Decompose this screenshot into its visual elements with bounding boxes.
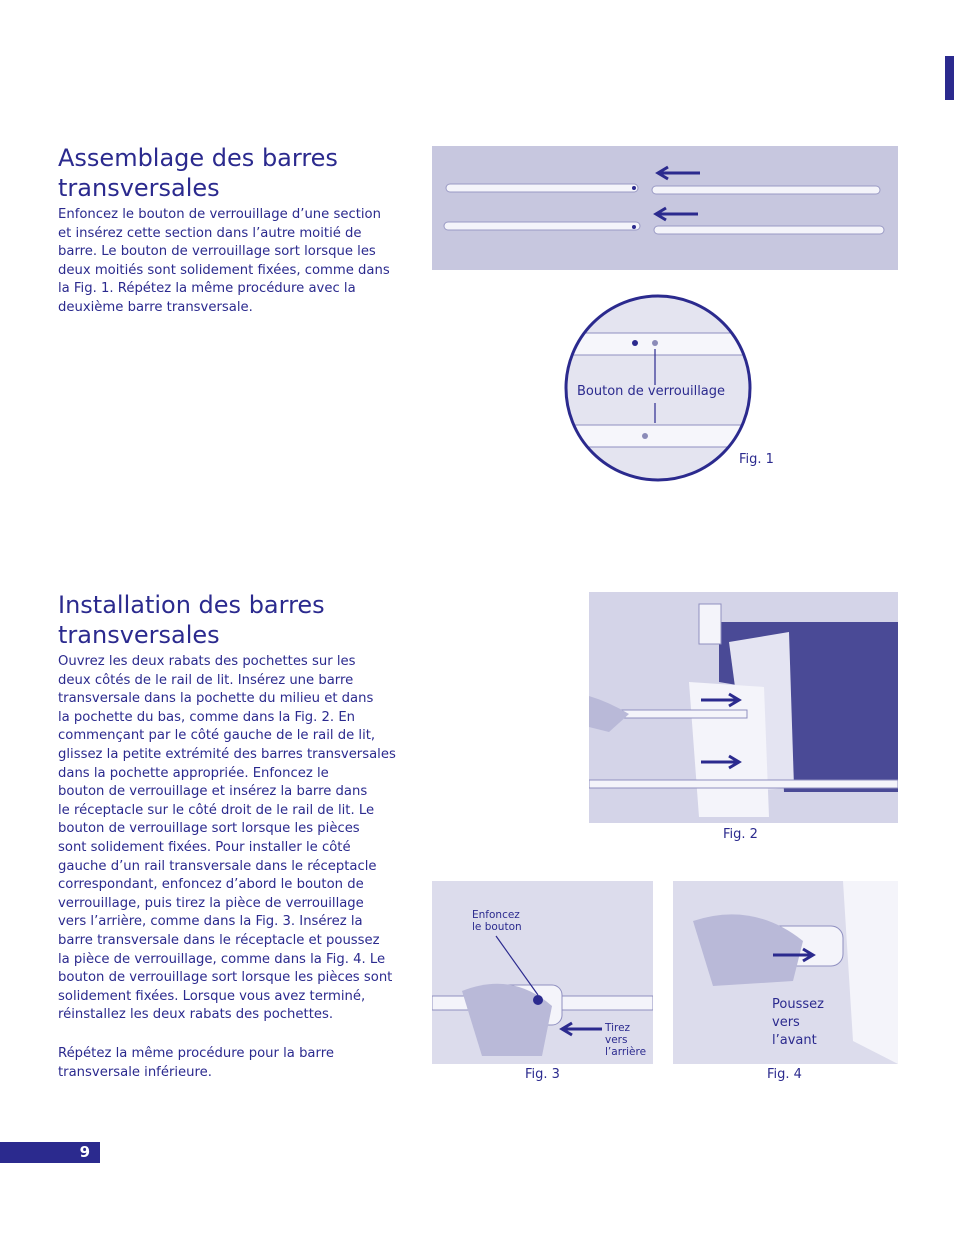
heading-line: transversales <box>58 621 220 649</box>
fig3-photo <box>432 881 653 1064</box>
section-heading-installation <box>58 590 325 650</box>
section-heading-assemblage <box>58 143 338 203</box>
installation-instructions: Ouvrez les deux rabats des pochettes sur les deux côtés de le rail de lit. Insérez une barre transversale dans la pochette du milieu et dans la pochette du bas, comme dans la Fig. 2. En commençant par le côté gauche de le rail de lit, glissez la petite extrémité des barres transversales dans la pochette appropriée. Enfoncez le bouton de verrouillage et insérez la barre dans le réceptacle sur le côté droit de le rail de lit. Le bouton de verrouillage sort lorsque les pièces sont solidement fixées. Pour installer le côté gauche d’un rail transversale dans le réceptacle correspondant, enfoncez d’abord le bouton de verrouillage, puis tirez la pièce de verrouillage vers l’arrière, comme dans la Fig. 3. Insérez la barre transversale dans le réceptacle et poussez la pièce de verrouillage, comme dans la Fig. 4. Le bouton de verrouillage sort lorsque les pièces sont solidement fixées. Lorsque vous avez terminé, réinstallez les deux rabats des pochettes. <box>58 654 396 1023</box>
fig3-pull-back-label: Tirez vers l’arrière <box>605 1022 647 1058</box>
section-tab-marker <box>945 56 954 100</box>
assemblage-instructions: Enfoncez le bouton de verrouillage d’une section et insérez cette section dans l’autre moitié de barre. Le bouton de verrouillage sort lorsque les deux moitiés sont solidement fixées, comme dans la Fig. 1. Répétez la même procédure avec la deuxième barre transversale. <box>58 207 390 315</box>
heading-line: Assemblage des barres <box>58 144 338 172</box>
fig2-photo <box>589 592 898 823</box>
fig1-caption: Fig. 1 <box>739 452 774 467</box>
crossbar-halves-photo <box>432 146 898 270</box>
page-number: 9 <box>79 1143 90 1161</box>
heading-line: Installation des barres <box>58 591 325 619</box>
fig3-caption: Fig. 3 <box>525 1067 560 1082</box>
fig4-push-forward-label: Poussez vers l’avant <box>772 997 824 1048</box>
fig2-caption: Fig. 2 <box>723 827 758 842</box>
heading-line: transversales <box>58 174 220 202</box>
fig3-push-button-label: Enfoncez le bouton <box>472 909 522 933</box>
page-number-bar <box>0 1142 100 1163</box>
fig4-photo <box>673 881 898 1064</box>
fig1-callout-label: Bouton de verrouillage <box>577 384 726 399</box>
installation-repeat-note: Répétez la même procédure pour la barre transversale inférieure. <box>58 1046 334 1080</box>
fig1-magnified-detail <box>563 293 753 483</box>
fig4-caption: Fig. 4 <box>767 1067 802 1082</box>
